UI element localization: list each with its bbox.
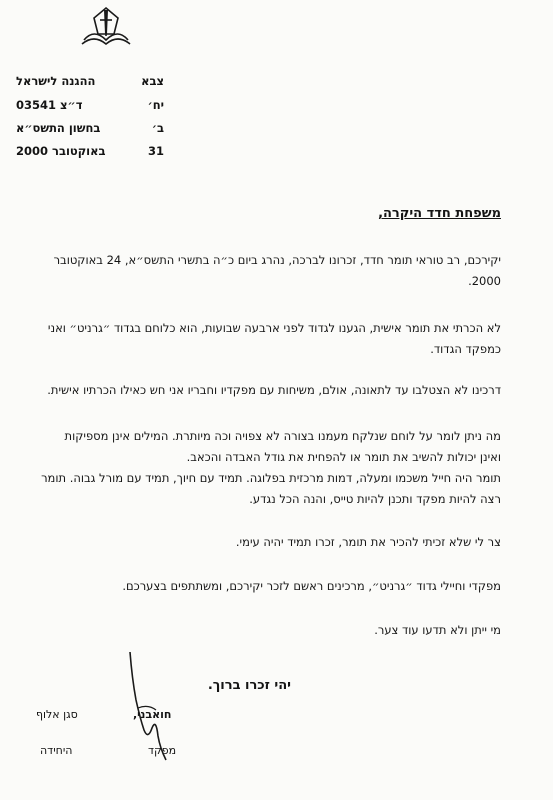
paragraph-6: צר לי שלא זכיתי להכיר את תומר, זכרו תמיד יהיה עימי. (235, 535, 501, 549)
paragraph-2: לא הכרתי את תומר אישית, הגענו לגדוד לפני ארבעה שבועות, הוא כלוחם בגדוד ״גרניט״ ואני כמפקד הגדוד. (47, 321, 501, 356)
header-hebrew-date-right: בחשון התשס״א (16, 121, 101, 135)
paragraph-4: מה ניתן לומר על לוחם שנלקח מעמנו בצורה לא צפויה וכה מיותרת. המילים אינן מספיקות ואינן יכולות להשיב את תומר או להפחית את גודל האבדה והכאב. (64, 429, 501, 464)
paragraph-1: יקירכם, רב טוראי תומר חדד, זכרונו לברכה, נהרג ביום כ״ה בתשרי התשס״א, 24 באוקטובר 2000. (53, 253, 501, 288)
paragraph-8: מי ייתן ולא תדעו עוד צער. (374, 623, 501, 637)
header-code-left: יח׳ (147, 98, 164, 112)
paragraph-5: תומר היה חייל משכמו ומעלה, דמות מרכזית בפלוגה. תמיד עם חיוך, תמיד עם מורל גבוה. תומר רצה להיות מפקד ותכנן להיות טייס, והנה הכל נגדע. (41, 471, 501, 506)
header-greg-date-right: באוקטובר 2000 (16, 144, 106, 158)
letter-closing: יהי זכרו ברוך. (207, 678, 291, 693)
idf-emblem-icon (74, 4, 138, 52)
header-org-left: צבא (141, 74, 164, 88)
signature-title: מפקד (148, 744, 177, 757)
letter-salutation: משפחת חדד היקרה, (378, 206, 501, 221)
paragraph-7: מפקדי וחיילי גדוד ״גרניט״, מרכינים ראשם לזכר יקירכם, ומשתתפים בצערכם. (122, 579, 501, 593)
header-org-right: ההגנה לישראל (16, 74, 96, 88)
paragraph-3: דרכינו לא הצטלבו עד לתאונה, אולם, משיחות עם מפקדיו וחבריו אני חש כאילו הכרתיו אישית. (47, 383, 501, 397)
header-greg-date-left: 31 (147, 144, 164, 158)
signature-rank: סגן אלוף (36, 708, 78, 721)
signature-unit: היחידה (40, 744, 73, 757)
header-code-right: ד״צ 03541 (16, 98, 83, 112)
header-hebrew-date-left: ב׳ (151, 121, 164, 135)
signature-name: חואבני, (133, 708, 172, 721)
